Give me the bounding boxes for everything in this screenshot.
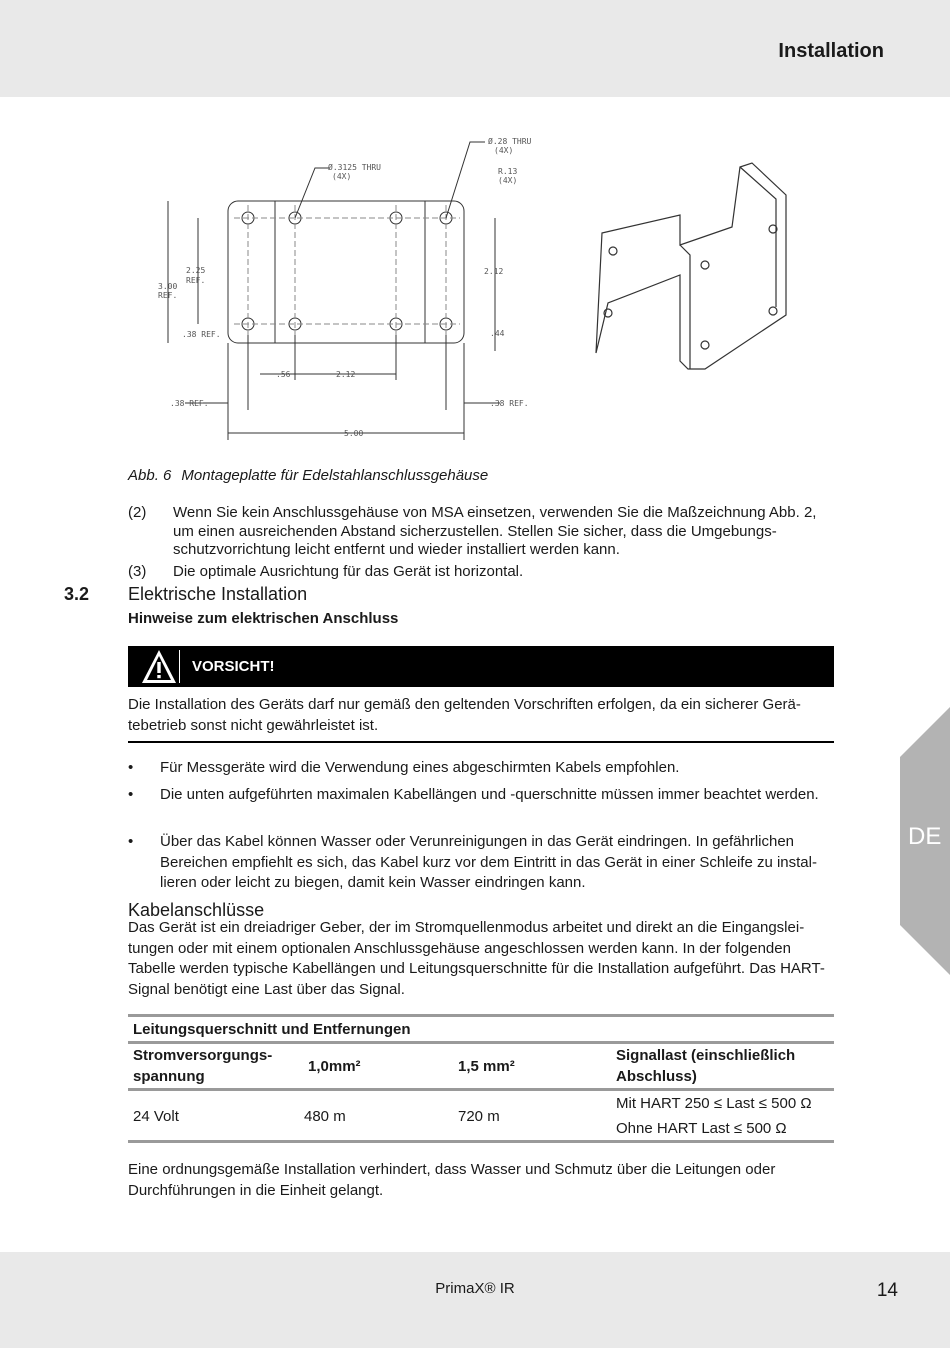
bullet-text: Die unten aufgeführten maximalen Kabellängen und -querschnitte müssen immer beachtet werden. [160, 786, 819, 803]
list-item-text: Wenn Sie kein Anschlussgehäuse von MSA einsetzen, verwenden Sie die Maßzeichnung Abb. 2, um einen ausreichenden Abstand sicherzustellen. Stellen Sie sicher, dass die Umgebungsschutzvorrichtung leicht entfernt und wieder installiert werden kann. [173, 504, 817, 558]
language-tab-label: DE [908, 823, 942, 850]
table-header-10mm: 1,0mm² [308, 1058, 361, 1075]
warning-text: Die Installation des Geräts darf nur gemäß den geltenden Vorschriften erfolgen, da ein sicherer Gerätebetrieb sonst nicht gewährleistet ist. [128, 696, 801, 734]
annot-dim-212-right: 2.12 [484, 267, 504, 276]
cables-intro: Das Gerät ist ein dreiadriger Geber, der im Stromquellenmodus arbeitet und direkt an die Eingangsleitungen oder mit einem optionalen Anschlussgehäuse angeschlossen werden kann. In der folgenden Tabelle werden typische Kabellängen und Leitungsquerschnitte für die Installation aufgeführt. Das HART-Signal benötigt eine Last über das Signal. [128, 919, 825, 998]
section-title: Elektrische Installation [128, 584, 308, 604]
table-header-load: Signallast (einschließlich Abschluss) [616, 1047, 796, 1085]
bullet-dot: • [128, 786, 134, 803]
figure-caption-text: Montageplatte für Edelstahlanschlussgehäuse [181, 467, 489, 484]
bullet-dot: • [128, 833, 134, 850]
annot-dim-38-left: .38 REF. [182, 330, 221, 339]
section-subheading: Hinweise zum elektrischen Anschluss [128, 610, 399, 627]
table-rule-header [128, 1088, 834, 1091]
figure-caption-label: Abb. 6 [128, 467, 172, 484]
annot-ref-2: REF. [158, 291, 178, 300]
annot-dim-44: .44 [490, 329, 505, 338]
footer-product: PrimaX® IR [435, 1280, 515, 1297]
warning-banner [128, 646, 834, 687]
warning-triangle-icon [140, 648, 178, 685]
annot-dim-212-bottom: 2.12 [336, 370, 356, 379]
warning-label: VORSICHT! [192, 658, 275, 675]
bullet-dot: • [128, 759, 134, 776]
table-cell-load-hart: Mit HART 250 ≤ Last ≤ 500 Ω [616, 1095, 812, 1112]
table-header-15mm: 1,5 mm² [458, 1058, 515, 1075]
annot-hole-large: Ø.28 THRU [488, 137, 532, 146]
annot-hole-large-count: (4X) [494, 146, 514, 155]
table-rule-title [128, 1041, 834, 1044]
warning-separator [179, 650, 180, 683]
annot-dim-38-bl: .38 REF. [170, 399, 209, 408]
mounting-plate-drawing [140, 125, 800, 455]
annot-dim-500: 5.00 [344, 429, 364, 438]
table-cell-len-15: 720 m [458, 1108, 500, 1125]
table-rule-bottom [128, 1140, 834, 1143]
annot-dim-38-br: .38 REF. [490, 399, 529, 408]
list-item-number: (3) [128, 563, 147, 580]
figure-caption [128, 467, 488, 484]
cables-outro: Eine ordnungsgemäße Installation verhindert, dass Wasser und Schmutz über die Leitungen oder Durchführungen in die Einheit gelangt. [128, 1161, 776, 1199]
annot-radius-count: (4X) [498, 176, 518, 185]
list-item-text: Die optimale Ausrichtung für das Gerät ist horizontal. [173, 563, 524, 580]
bullet-text: Über das Kabel können Wasser oder Verunreinigungen in das Gerät eindringen. In gefährlichen Bereichen empfiehlt es sich, das Kabel kurz vor dem Eintritt in das Gerät in einer Schleife zu installieren oder leicht zu biegen, damit kein Wasser eindringen kann. [160, 833, 817, 891]
cables-heading: Kabelanschlüsse [128, 900, 265, 920]
bullet-text: Für Messgeräte wird die Verwendung eines abgeschirmten Kabels empfohlen. [160, 759, 680, 776]
annot-hole-small: Ø.3125 THRU [328, 163, 381, 172]
annot-dim-225: 2.25 [186, 266, 206, 275]
annot-dim-56: .56 [276, 370, 291, 379]
table-rule-top [128, 1014, 834, 1017]
table-title: Leitungsquerschnitt und Entfernungen [133, 1021, 411, 1038]
table-cell-load-nohart: Ohne HART Last ≤ 500 Ω [616, 1120, 787, 1137]
page-number: 14 [876, 1280, 898, 1301]
warning-divider [128, 741, 834, 743]
header-title: Installation [778, 40, 884, 62]
section-number: 3.2 [64, 584, 90, 604]
page-footer [0, 1252, 950, 1348]
page-header [0, 0, 950, 97]
list-item-number: (2) [128, 504, 147, 521]
annot-dim-300: 3.00 [158, 282, 178, 291]
table-header-voltage: Stromversorgungsspannung [133, 1047, 273, 1085]
table-cell-voltage: 24 Volt [133, 1108, 179, 1125]
table-cell-len-10: 480 m [304, 1108, 346, 1125]
annot-radius: R.13 [498, 167, 518, 176]
annot-hole-small-count: (4X) [332, 172, 352, 181]
annot-ref-1: REF. [186, 276, 206, 285]
